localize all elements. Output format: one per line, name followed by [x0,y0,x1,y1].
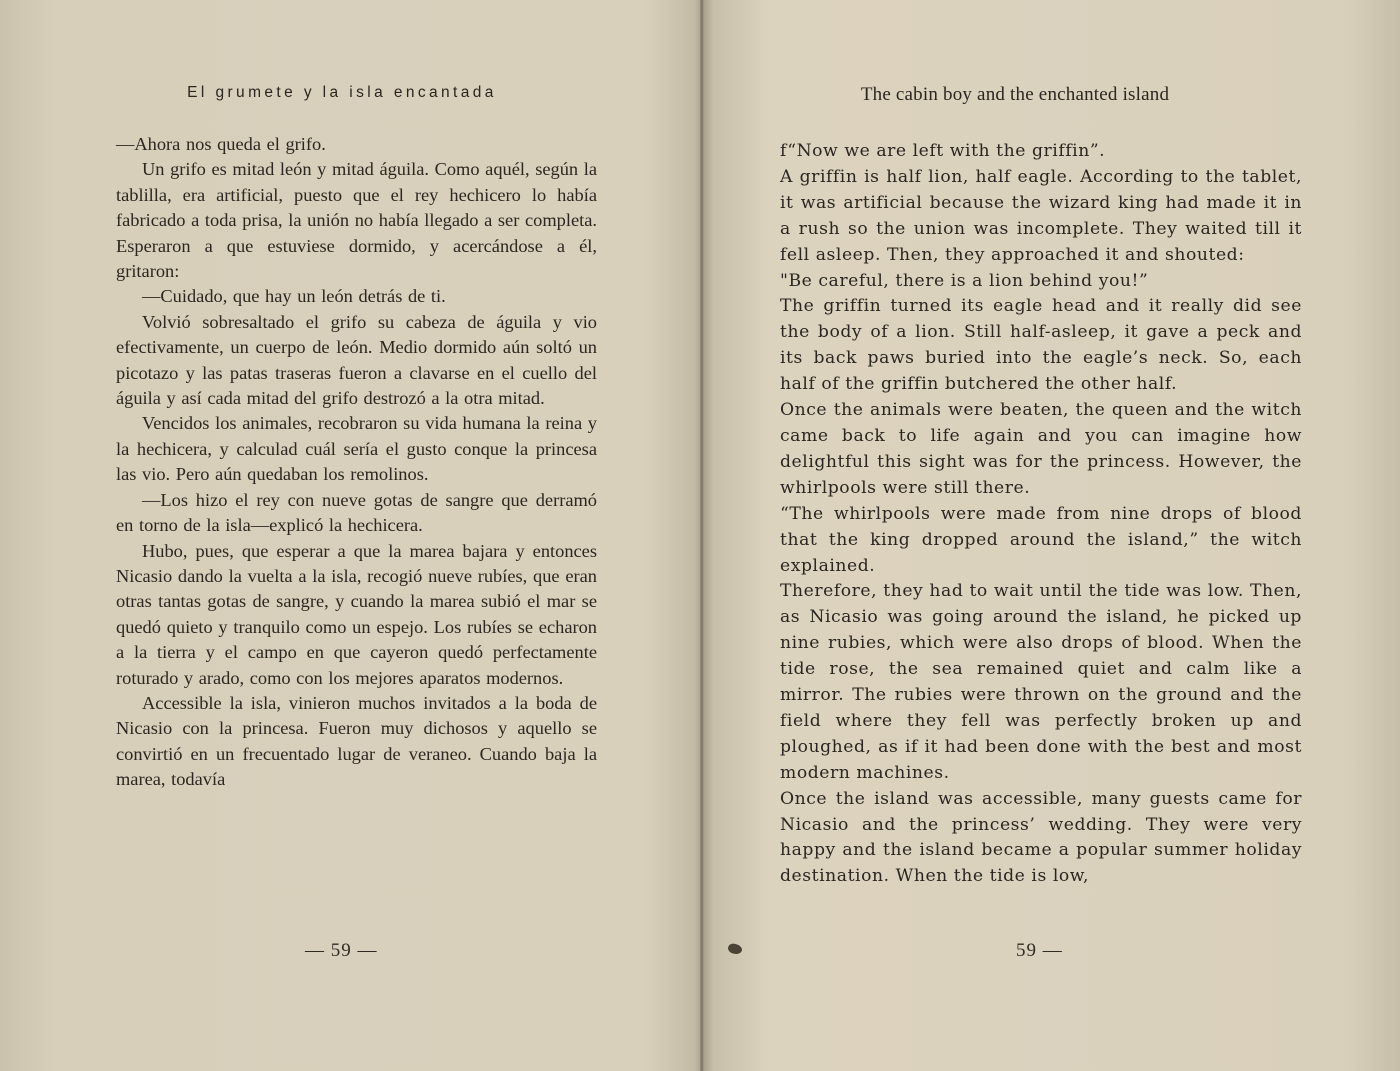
left-page-number: — 59 — [305,940,378,961]
right-paragraph-6: “The whirlpools were made from nine drops of blood that the king dropped around the island,” the witch explained. [780,503,1302,576]
right-paragraph-2: A griffin is half lion, half eagle. According to the tablet, it was artificial because the wizard king had made it in a rush so the union was incomplete. They waited till it fell asleep. Then, they approached it and shouted: [780,166,1302,265]
left-paragraph-1: —Ahora nos queda el grifo. [116,134,326,154]
right-paragraph-1: f“Now we are left with the griffin”. [780,141,1106,161]
left-paragraph-6: —Los hizo el rey con nueve gotas de sangre que derramó en torno de la isla—explicó la hechicera. [116,489,597,536]
right-paragraph-5: Once the animals were beaten, the queen and the witch came back to life again and you can imagine how delightful this sight was for the princess. However, the whirlpools were still there. [780,400,1302,498]
right-running-head: The cabin boy and the enchanted island [860,84,1170,105]
right-paragraph-7: Therefore, they had to wait until the tide was low. Then, as Nicasio was going around the island, he picked up nine rubies, which were also drops of blood. When the tide rose, the sea remained quiet and calm like a mirror. The rubies were thrown on the ground and the field where they fell was perfectly broken up and ploughed, as if it had been done with the best and most modern machines. [780,581,1302,783]
left-paragraph-7: Hubo, pues, que esperar a que la marea bajara y entonces Nicasio dando la vuelta a la isla, recogió nueve rubíes, que eran otras tantas gotas de sangre, y cuando la marea subió el mar se quedó quieto y tranquilo como un espejo. Los rubíes se echaron a la tierra y el campo en que cayeron quedó perfectamente roturado y arado, como con los mejores aparatos modernos. [116,540,597,688]
left-paragraph-5: Vencidos los animales, recobraron su vida humana la reina y la hechicera, y calculad cuál sería el gusto conque la princesa las vio. Pero aún quedaban los remolinos. [116,413,597,485]
right-body-text [780,139,1302,890]
right-paragraph-3: "Be careful, there is a lion behind you!” [780,270,1149,291]
right-paragraph-4: The griffin turned its eagle head and it really did see the body of a lion. Still half-asleep, it gave a peck and its back paws buried into the eagle’s neck. So, each half of the griffin butchered the other half. [780,296,1302,395]
left-paragraph-2: Un grifo es mitad león y mitad águila. Como aquél, según la tablilla, era artificial, puesto que el rey hechicero lo había fabricado a toda prisa, la unión no había llegado a ser completa. Esperaron a que estuviese dormido, y acercándose a él, gritaron: [116,159,597,282]
left-paragraph-8: Accessible la isla, vinieron muchos invitados a la boda de Nicasio con la princesa. Fueron muy dichosos y aquello se convirtió en un frecuentado lugar de veraneo. Cuando baja la marea, todavía [116,692,597,790]
right-page-english [704,0,1400,1071]
left-body-text [116,132,597,793]
left-running-head: El grumete y la isla encantada [187,84,497,101]
left-paragraph-3: —Cuidado, que hay un león detrás de ti. [142,286,446,307]
right-page-number: 59 — [1016,940,1063,961]
left-paragraph-4: Volvió sobresaltado el grifo su cabeza de águila y vio efectivamente, un cuerpo de león. Medio dormido aún soltó un picotazo y las patas traseras fueron a clavarse en el cuello del águila y así cada mitad del grifo destrozó a la otra mitad. [116,311,597,409]
right-paragraph-8: Once the island was accessible, many guests came for Nicasio and the princess’ wedding. They were very happy and the island became a popular summer holiday destination. When the tide is low, [780,788,1302,887]
